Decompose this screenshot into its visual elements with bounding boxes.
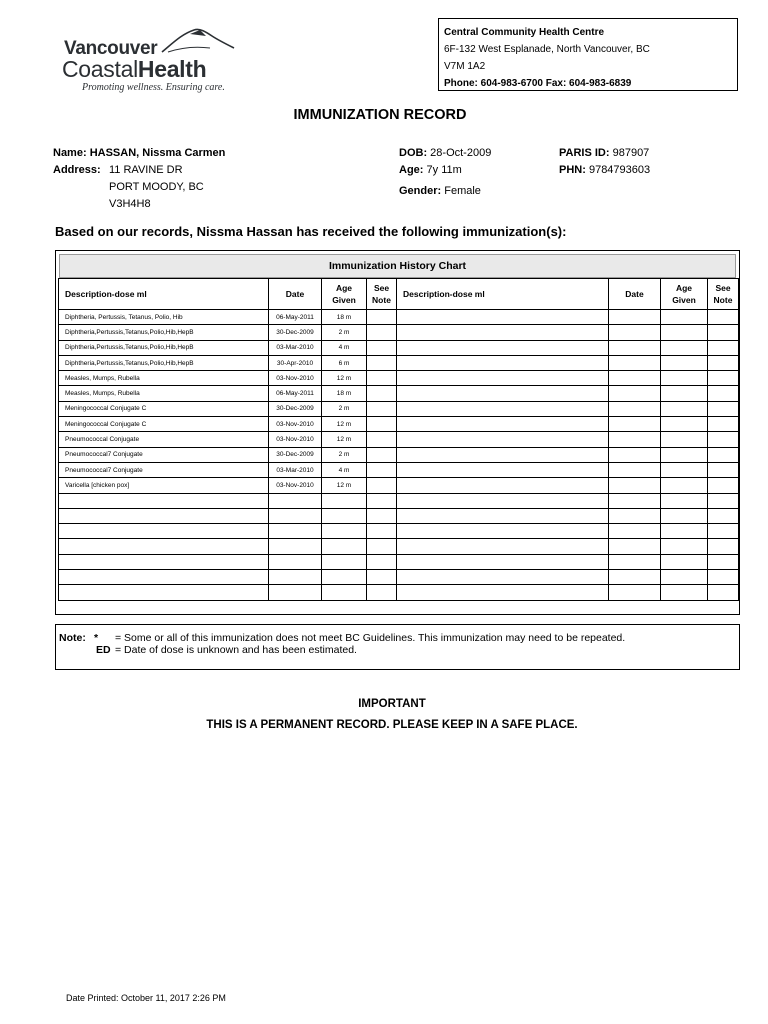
cell-see-note [708,570,739,585]
cell-see-note [367,386,397,401]
logo-tagline: Promoting wellness. Ensuring care. [82,82,225,93]
patient-address-label: Address: [53,164,101,176]
cell-date [609,508,661,523]
cell-see-note [367,310,397,325]
cell-age-given [661,386,708,401]
cell-date: 03-Nov-2010 [269,432,322,447]
table-row [59,310,739,325]
cell-description [397,493,609,508]
cell-age-given [661,417,708,432]
cell-description [397,432,609,447]
cell-description [397,310,609,325]
cell-date: 06-May-2011 [269,310,322,325]
cell-see-note [708,432,739,447]
cell-description [397,355,609,370]
chart-title: Immunization History Chart [59,254,736,278]
cell-description [59,539,269,554]
cell-date [609,462,661,477]
vch-logo [60,24,260,96]
cell-see-note [708,355,739,370]
cell-date [609,478,661,493]
cell-age-given [661,508,708,523]
cell-see-note [367,401,397,416]
table-row [59,340,739,355]
cell-age-given: 12 m [322,371,367,386]
cell-age-given [661,539,708,554]
cell-date [609,325,661,340]
cell-age-given [661,310,708,325]
header-description-right: Description-dose ml [397,279,609,310]
cell-age-given: 6 m [322,355,367,370]
cell-see-note [367,539,397,554]
cell-age-given [661,432,708,447]
cell-age-given [661,524,708,539]
patient-address: 11 RAVINE DR PORT MOODY, BC V3H4H8 [109,164,204,210]
cell-see-note [367,340,397,355]
patient-age: Age: 7y 11m [399,164,462,176]
cell-date [609,524,661,539]
cell-description [397,371,609,386]
cell-description [397,386,609,401]
cell-description: Meningococcal Conjugate C [59,417,269,432]
table-row [59,401,739,416]
cell-age-given: 4 m [322,462,367,477]
cell-date [269,524,322,539]
cell-age-given [661,340,708,355]
cell-see-note [367,417,397,432]
patient-name: HASSAN, Nissma Carmen [89,147,226,159]
patient-gender: Gender: Female [399,185,481,197]
cell-description [397,401,609,416]
cell-age-given: 18 m [322,386,367,401]
cell-description: Measles, Mumps, Rubella [59,371,269,386]
table-row [59,325,739,340]
cell-see-note [367,524,397,539]
table-row [59,447,739,462]
patient-dob: DOB: 28-Oct-2009 [399,147,492,159]
cell-see-note [708,371,739,386]
cell-age-given: 12 m [322,432,367,447]
clinic-address-box [438,18,738,91]
table-row [59,478,739,493]
cell-see-note [708,478,739,493]
cell-date [269,539,322,554]
table-row [59,432,739,447]
cell-date: 03-Mar-2010 [269,462,322,477]
note-ed-key: ED [96,644,111,656]
cell-date [609,493,661,508]
cell-see-note [708,417,739,432]
cell-see-note [708,462,739,477]
cell-see-note [367,371,397,386]
cell-date: 03-Nov-2010 [269,371,322,386]
table-row [59,585,739,600]
table-row [59,386,739,401]
clinic-address-line2: V7M 1A2 [444,61,486,72]
cell-date [609,355,661,370]
cell-description: Varicella [chicken pox] [59,478,269,493]
cell-description [397,570,609,585]
table-row [59,417,739,432]
cell-description [59,570,269,585]
cell-age-given [322,493,367,508]
cell-age-given: 18 m [322,310,367,325]
cell-date [269,493,322,508]
cell-date: 06-May-2011 [269,386,322,401]
immunization-history-chart [55,250,740,615]
cell-age-given: 4 m [322,340,367,355]
table-row [59,539,739,554]
cell-see-note [708,325,739,340]
header-description-left: Description-dose ml [59,279,269,310]
cell-see-note [367,432,397,447]
cell-date: 30-Dec-2009 [269,325,322,340]
cell-description [59,554,269,569]
cell-description: Diphtheria,Pertussis,Tetanus,Polio,Hib,HepB [59,340,269,355]
clinic-phone: Phone: 604-983-6700 Fax: 604-983-6839 [444,78,632,89]
cell-date [269,508,322,523]
table-row [59,570,739,585]
cell-see-note [708,554,739,569]
cell-see-note [367,325,397,340]
cell-date [609,554,661,569]
cell-description: Diphtheria,Pertussis,Tetanus,Polio,Hib,HepB [59,355,269,370]
header-age-right: Age Given [661,279,708,310]
immunization-table [58,278,739,601]
table-row [59,355,739,370]
cell-description [397,554,609,569]
cell-see-note [708,508,739,523]
cell-description: Diphtheria,Pertussis,Tetanus,Polio,Hib,HepB [59,325,269,340]
cell-description [397,524,609,539]
table-row [59,524,739,539]
cell-description: Meningococcal Conjugate C [59,401,269,416]
cell-date: 03-Nov-2010 [269,478,322,493]
table-row [59,462,739,477]
logo-text-vancouver: Vancouver [64,38,158,59]
cell-description [397,447,609,462]
note-star-key: * [94,632,99,644]
cell-age-given [661,462,708,477]
cell-description [397,417,609,432]
cell-see-note [367,355,397,370]
date-printed: Date Printed: October 11, 2017 2:26 PM [66,993,226,1003]
cell-age-given [322,554,367,569]
cell-age-given [322,585,367,600]
cell-age-given: 2 m [322,325,367,340]
table-row [59,493,739,508]
cell-description [397,478,609,493]
patient-phn: PHN: 9784793603 [559,164,651,176]
cell-description [397,325,609,340]
cell-see-note [367,570,397,585]
header-note-right: See Note [708,279,739,310]
cell-date [609,539,661,554]
cell-date [609,310,661,325]
cell-description [59,585,269,600]
cell-date [609,386,661,401]
cell-date: 30-Apr-2010 [269,355,322,370]
note-box [55,624,740,670]
cell-see-note [708,524,739,539]
cell-date: 03-Nov-2010 [269,417,322,432]
cell-age-given [661,371,708,386]
cell-see-note [708,401,739,416]
cell-see-note [367,554,397,569]
cell-age-given [661,447,708,462]
cell-age-given [661,478,708,493]
patient-name-row: Name: HASSAN, Nissma Carmen [53,147,226,159]
mountain-logo-icon [160,26,236,56]
cell-date [609,432,661,447]
cell-date [609,340,661,355]
cell-description [59,524,269,539]
cell-see-note [367,478,397,493]
records-statement: Based on our records, Nissma Hassan has received the following immunization(s): [55,224,567,239]
cell-date: 03-Mar-2010 [269,340,322,355]
cell-description: Pneumococcal7 Conjugate [59,447,269,462]
cell-description [397,508,609,523]
cell-age-given: 12 m [322,478,367,493]
cell-description: Pneumococcal7 Conjugate [59,462,269,477]
cell-age-given: 2 m [322,447,367,462]
cell-description: Diphtheria, Pertussis, Tetanus, Polio, Hib [59,310,269,325]
cell-date [269,554,322,569]
cell-date: 30-Dec-2009 [269,447,322,462]
cell-see-note [367,508,397,523]
cell-description [397,539,609,554]
cell-see-note [708,493,739,508]
cell-see-note [708,340,739,355]
cell-description: Pneumococcal Conjugate [59,432,269,447]
cell-date [269,570,322,585]
header-age-left: Age Given [322,279,367,310]
cell-description [397,462,609,477]
cell-age-given [322,539,367,554]
header-note-left: See Note [367,279,397,310]
cell-description [397,340,609,355]
table-row [59,554,739,569]
cell-age-given: 2 m [322,401,367,416]
cell-date [609,570,661,585]
cell-age-given [661,570,708,585]
cell-see-note [708,386,739,401]
cell-see-note [708,539,739,554]
cell-see-note [367,585,397,600]
table-row [59,508,739,523]
important-notice [0,694,768,736]
cell-date: 30-Dec-2009 [269,401,322,416]
cell-description [397,585,609,600]
note-star-text: = Some or all of this immunization does not meet BC Guidelines. This immunization may need to be repeated. [115,632,626,644]
cell-date [609,585,661,600]
cell-age-given [661,325,708,340]
patient-paris-id: PARIS ID: 987907 [559,147,650,159]
cell-see-note [367,493,397,508]
table-row [59,371,739,386]
cell-description [59,508,269,523]
cell-age-given [661,401,708,416]
note-ed-text: = Date of dose is unknown and has been estimated. [115,644,357,656]
cell-date [269,585,322,600]
cell-age-given [661,554,708,569]
header-date-right: Date [609,279,661,310]
clinic-address-line1: 6F-132 West Esplanade, North Vancouver, BC [444,44,650,55]
cell-date [609,401,661,416]
cell-age-given: 12 m [322,417,367,432]
page-title: IMMUNIZATION RECORD [293,107,467,123]
cell-date [609,371,661,386]
cell-see-note [708,585,739,600]
permanent-record-notice: THIS IS A PERMANENT RECORD. PLEASE KEEP IN A SAFE PLACE. [206,719,578,731]
cell-description [59,493,269,508]
cell-see-note [708,310,739,325]
logo-text-coastal-health: CoastalHealth [62,56,207,82]
cell-date [609,417,661,432]
header-date-left: Date [269,279,322,310]
cell-age-given [661,493,708,508]
cell-age-given [661,355,708,370]
cell-date [609,447,661,462]
cell-age-given [322,570,367,585]
table-header-row [59,279,739,310]
note-label: Note: [59,632,86,644]
clinic-name: Central Community Health Centre [444,27,605,38]
cell-see-note [708,447,739,462]
important-heading: IMPORTANT [358,698,426,710]
cell-age-given [322,524,367,539]
cell-age-given [661,585,708,600]
cell-description: Measles, Mumps, Rubella [59,386,269,401]
cell-see-note [367,447,397,462]
cell-see-note [367,462,397,477]
cell-age-given [322,508,367,523]
